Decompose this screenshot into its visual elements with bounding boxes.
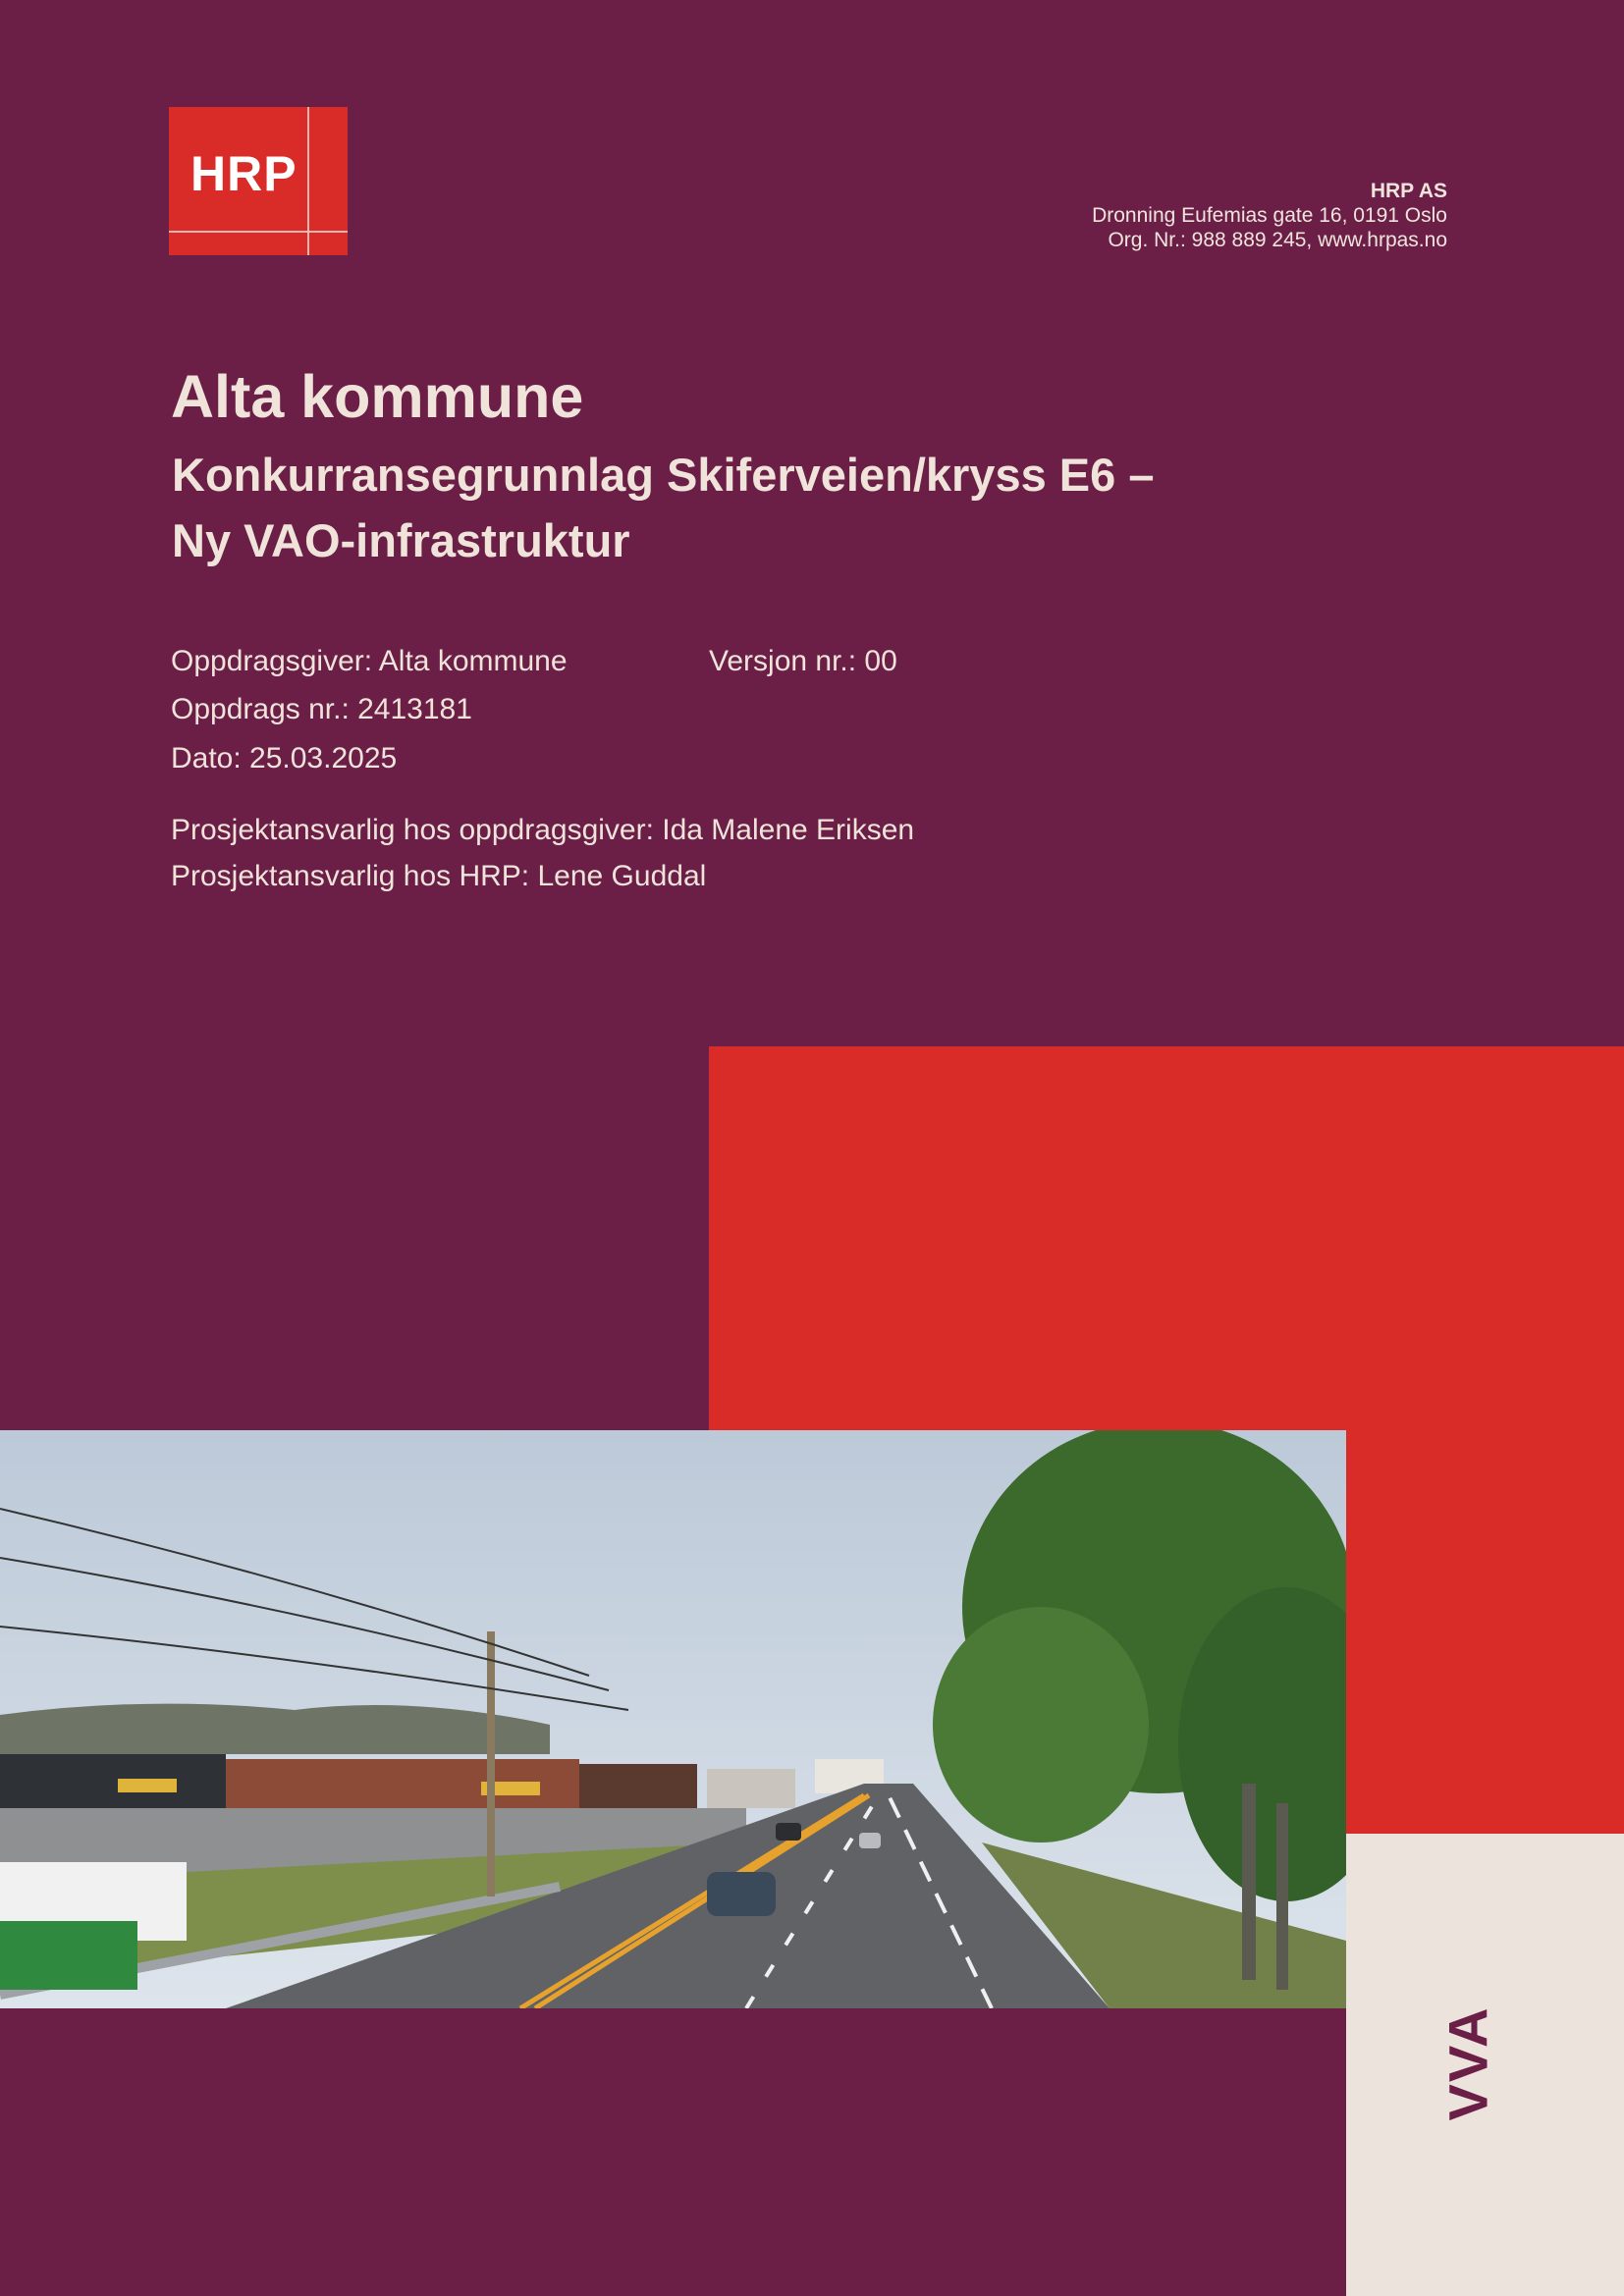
client-responsible-field: Prosjektansvarlig hos oppdragsgiver: Ida Malene Eriksen	[171, 814, 915, 846]
version-field: Versjon nr.: 00	[709, 645, 897, 677]
client-field: Oppdragsgiver: Alta kommune	[171, 645, 568, 677]
date-field: Dato: 25.03.2025	[171, 742, 398, 774]
logo-text: HRP	[190, 146, 298, 201]
assignment-number-field: Oppdrags nr.: 2413181	[171, 693, 472, 725]
document-subtitle	[172, 442, 1301, 573]
company-info	[1092, 179, 1447, 252]
logo-vertical-line	[307, 107, 309, 255]
cover-photo	[0, 1430, 1346, 2008]
subtitle-line-2: Ny VAO-infrastruktur	[172, 514, 630, 566]
company-address: Dronning Eufemias gate 16, 0191 Oslo	[1092, 204, 1447, 227]
company-name: HRP AS	[1370, 180, 1447, 202]
discipline-label: VVA	[1436, 2005, 1499, 2121]
hrp-responsible-field: Prosjektansvarlig hos HRP: Lene Guddal	[171, 860, 707, 892]
road-scene-illustration	[0, 1430, 1346, 2008]
company-org-number: Org. Nr.: 988 889 245, www.hrpas.no	[1108, 229, 1447, 251]
logo-horizontal-line	[169, 231, 348, 233]
document-title: Alta kommune	[171, 363, 584, 430]
hrp-logo	[169, 107, 348, 255]
subtitle-line-1: Konkurransegrunnlag Skiferveien/kryss E6 –	[172, 449, 1155, 501]
